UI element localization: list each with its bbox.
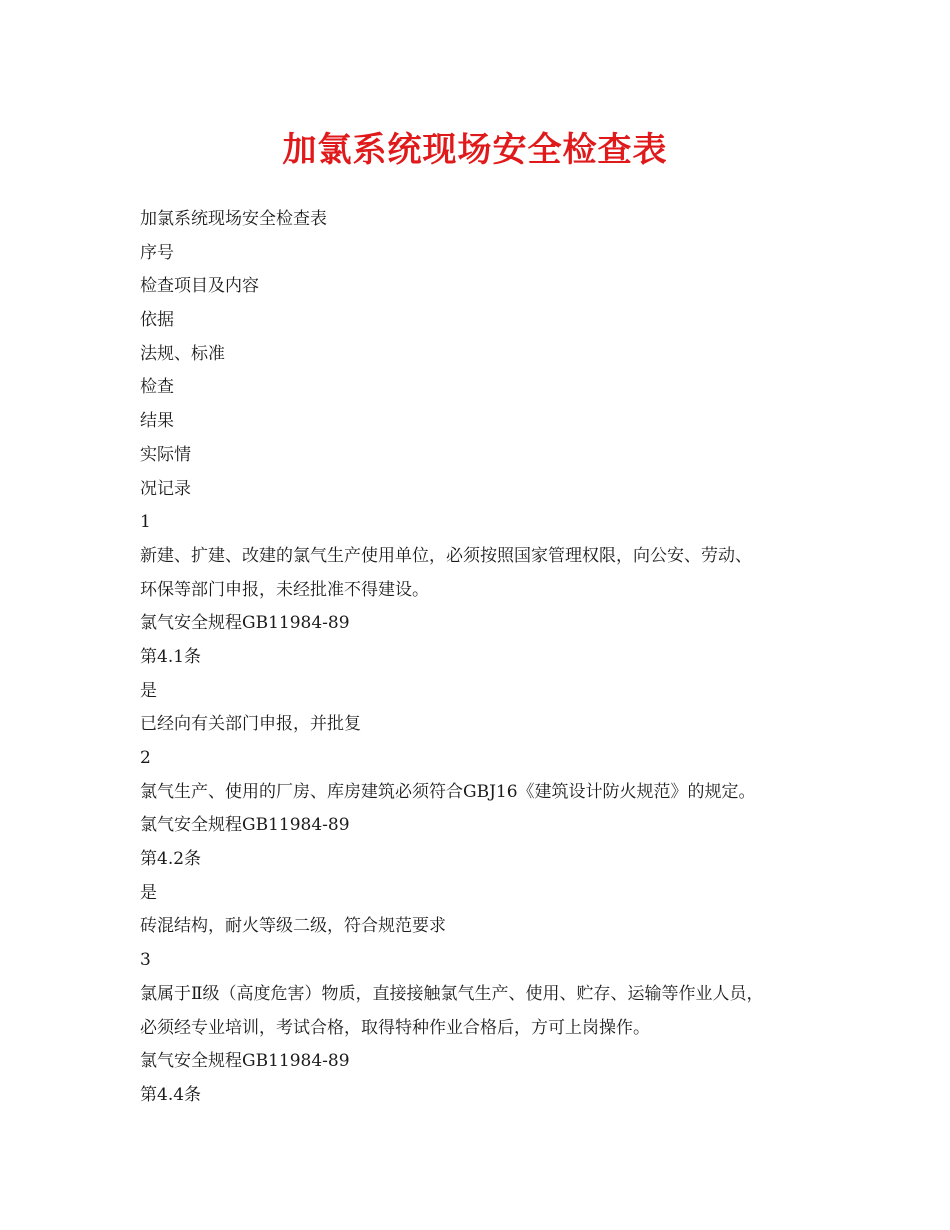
body-line: 氯气安全规程GB11984-89 xyxy=(140,1051,350,1072)
body-line: 已经向有关部门申报，并批复 xyxy=(140,714,361,735)
body-line: 法规、标准 xyxy=(140,343,225,364)
body-line: 必须经专业培训，考试合格，取得特种作业合格后，方可上岗操作。 xyxy=(140,1017,650,1038)
body-line: 是 xyxy=(140,680,157,701)
body-line: 序号 xyxy=(140,242,174,263)
body-line: 环保等部门申报，未经批准不得建设。 xyxy=(140,579,429,600)
body-line: 检查项目及内容 xyxy=(140,276,259,297)
body-line: 是 xyxy=(140,882,157,903)
body-line: 实际情 xyxy=(140,444,191,465)
body-line: 检查 xyxy=(140,377,174,398)
body-line: 1 xyxy=(140,512,151,533)
body-line: 砖混结构，耐火等级二级，符合规范要求 xyxy=(140,916,446,937)
body-line: 氯属于Ⅱ级（高度危害）物质，直接接触氯气生产、使用、贮存、运输等作业人员， xyxy=(140,983,764,1004)
body-line: 氯气安全规程GB11984-89 xyxy=(140,613,350,634)
body-line: 加氯系统现场安全检查表 xyxy=(140,209,327,229)
document-title: 加氯系统现场安全检查表 xyxy=(282,130,668,170)
body-line: 第4.2条 xyxy=(140,849,202,870)
body-line: 第4.4条 xyxy=(140,1084,202,1105)
body-line: 结果 xyxy=(140,411,174,432)
body-line: 氯气生产、使用的厂房、库房建筑必须符合GBJ16《建筑设计防火规范》的规定。 xyxy=(140,781,756,802)
body-line: 2 xyxy=(140,748,151,768)
body-line: 氯气安全规程GB11984-89 xyxy=(140,815,350,836)
body-line: 况记录 xyxy=(140,478,191,499)
body-line: 3 xyxy=(140,950,151,971)
body-line: 新建、扩建、改建的氯气生产使用单位，必须按照国家管理权限，向公安、劳动、 xyxy=(140,545,752,566)
body-line: 依据 xyxy=(140,310,174,331)
body-line: 第4.1条 xyxy=(140,646,202,667)
document-body xyxy=(140,203,840,1113)
